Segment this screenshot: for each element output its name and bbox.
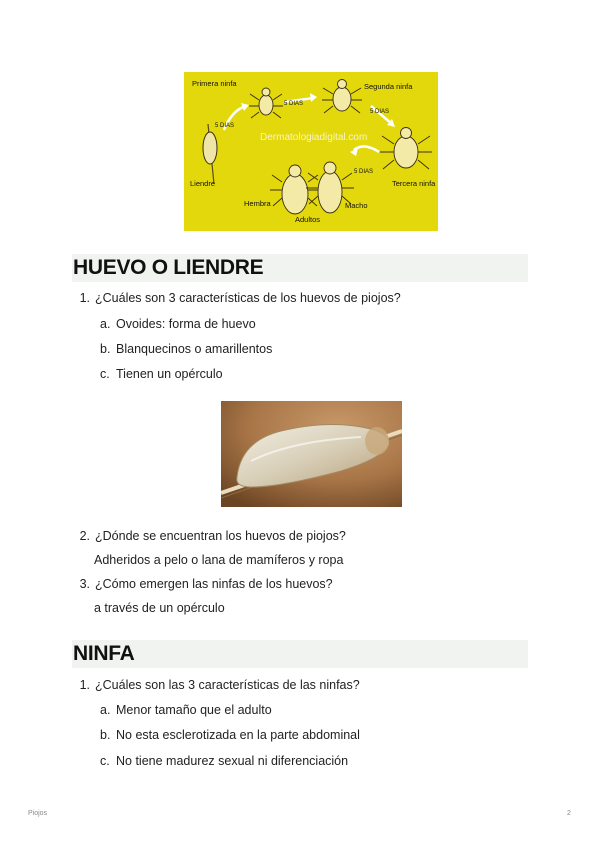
label-days-2: 5 DIAS [370,109,390,115]
item-text: Menor tamaño que el adulto [116,703,272,717]
third-nymph-drawing [380,128,432,170]
item-letter: b. [100,342,111,356]
item-text: No esta esclerotizada en la parte abdominal [116,728,360,742]
label-third-nymph: Tercera ninfa [392,179,436,188]
item-letter: c. [100,754,110,768]
answer-egg-3: a través de un opérculo [94,601,225,615]
section-heading-egg: HUEVO O LIENDRE [72,254,528,282]
female-adult-drawing [270,165,320,214]
egg-photo-illustration [221,401,402,507]
item-text: Blanquecinos o amarillentos [116,342,273,356]
second-nymph-drawing [322,80,362,114]
item-text: Tienen un opérculo [116,367,223,381]
nit-egg-drawing [203,124,217,184]
section-heading-nymph: NINFA [72,640,528,668]
item-text: Ovoides: forma de huevo [116,317,256,331]
list-item [100,728,360,742]
label-nit: Liendre [190,179,216,188]
egg-photo [221,401,402,507]
question-egg-1 [72,291,401,305]
label-adults: Adultos [295,215,321,224]
question-text: ¿Dónde se encuentran los huevos de piojos? [95,529,346,543]
lifecycle-figure [184,72,438,231]
question-text: ¿Cómo emergen las ninfas de los huevos? [95,577,333,591]
item-letter: a. [100,703,111,717]
question-text: ¿Cuáles son 3 características de los huevos de piojos? [95,291,401,305]
question-number: 2. [79,529,90,543]
label-second-nymph: Segunda ninfa [364,82,413,91]
label-male: Macho [345,201,368,210]
question-egg-3 [72,577,333,591]
question-nymph-1 [72,678,360,692]
page-number: 2 [567,810,571,817]
answer-egg-2: Adheridos a pelo o lana de mamíferos y ropa [94,553,344,567]
lifecycle-illustration [184,72,438,231]
list-item [100,317,256,331]
footer-title: Piojos [28,810,48,817]
list-item [100,367,223,381]
question-number: 3. [79,577,90,591]
item-text: No tiene madurez sexual ni diferenciación [116,754,349,768]
label-days-3: 5 DIAS [354,169,374,175]
question-number: 1. [79,678,90,692]
label-first-nymph: Primera ninfa [192,79,237,88]
first-nymph-drawing [249,88,283,118]
list-item [100,703,272,717]
item-letter: b. [100,728,111,742]
list-item [100,754,348,768]
label-female: Hembra [244,199,271,208]
question-number: 1. [79,291,90,305]
arrow-3-adults [354,146,379,152]
watermark: Dermatologiadigital.com [260,132,368,143]
label-days-1: 5 DIAS [284,101,304,107]
question-text: ¿Cuáles son las 3 características de las ninfas? [95,678,360,692]
label-days-4: 5 DIAS [215,123,235,129]
item-letter: a. [100,317,111,331]
item-letter: c. [100,367,110,381]
question-egg-2 [72,529,346,543]
list-item [100,342,272,356]
